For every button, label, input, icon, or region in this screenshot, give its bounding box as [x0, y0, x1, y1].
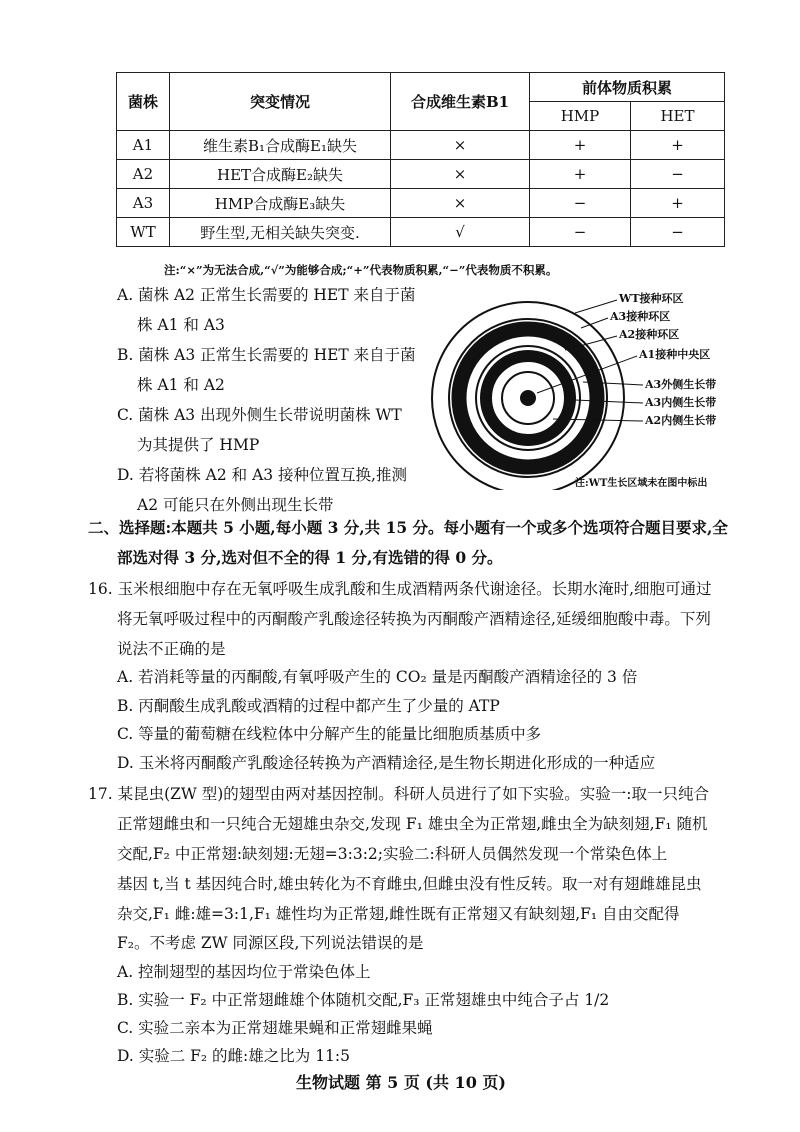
- q15-option-a-cont: 株 A1 和 A3: [137, 316, 225, 334]
- q15-option-d: D. 若将菌株 A2 和 A3 接种位置互换,推测: [117, 466, 407, 484]
- q15-option-c-cont: 为其提供了 HMP: [137, 436, 260, 454]
- mutation-table: [116, 72, 725, 247]
- q17-stem-4: 基因 t,当 t 基因纯合时,雄虫转化为不育雌虫,但雌虫没有性反转。取一对有翅雌雄昆虫: [117, 875, 702, 893]
- leader-line: [581, 318, 608, 328]
- section2-line1: 二、选择题:本题共 5 小题,每小题 3 分,共 15 分。每小题有一个或多个选项符合题目要求,全: [88, 518, 728, 537]
- q16-stem-3: 说法不正确的是: [117, 640, 226, 658]
- q16-option-b: B. 丙酮酸生成乳酸或酒精的过程中都产生了少量的 ATP: [117, 697, 500, 715]
- q15-option-b-cont: 株 A1 和 A2: [137, 376, 225, 394]
- q15-option-b: B. 菌株 A3 正常生长需要的 HET 来自于菌: [117, 346, 416, 364]
- table-row: [117, 189, 725, 218]
- table-row: [117, 160, 725, 189]
- leader-line: [575, 400, 643, 403]
- cell-mutation: HET合成酶E₂缺失: [170, 160, 391, 189]
- q17-option-d: D. 实验二 F₂ 的雌:雄之比为 11:5: [117, 1047, 351, 1065]
- q15-options: [117, 280, 437, 520]
- cell-het: −: [631, 160, 725, 189]
- header-hmp: HMP: [530, 102, 631, 131]
- header-precursor: 前体物质积累: [530, 73, 725, 102]
- header-mutation: 突变情况: [170, 73, 391, 131]
- cell-synth: ×: [391, 160, 530, 189]
- label-a3-outer: A3外侧生长带: [645, 378, 717, 391]
- q17-stem-6: F₂。不考虑 ZW 同源区段,下列说法错误的是: [117, 934, 424, 952]
- q16-stem-1: 16. 玉米根细胞中存在无氧呼吸生成乳酸和生成酒精两条代谢途径。长期水淹时,细胞可通过: [88, 580, 712, 598]
- label-a1-center: A1接种中央区: [639, 348, 711, 361]
- label-a2-inner: A2内侧生长带: [645, 414, 717, 427]
- table-row: [117, 131, 725, 160]
- cell-hmp: −: [530, 218, 631, 247]
- q17-stem-3: 交配,F₂ 中正常翅:缺刻翅:无翅=3:3:2;实验二:科研人员偶然发现一个常染色体上: [117, 845, 668, 863]
- section2-line2: 部选对得 3 分,选对但不全的得 1 分,有选错的得 0 分。: [117, 548, 503, 567]
- cell-hmp: −: [530, 189, 631, 218]
- cell-strain: A1: [117, 131, 170, 160]
- page-footer: 生物试题 第 5 页 (共 10 页): [296, 1073, 506, 1092]
- header-het: HET: [631, 102, 725, 131]
- q15-option-a: A. 菌株 A2 正常生长需要的 HET 来自于菌: [117, 286, 416, 304]
- cell-mutation: 维生素B₁合成酶E₁缺失: [170, 131, 391, 160]
- label-a3-inner: A3内侧生长带: [645, 396, 717, 409]
- label-a3-ring: A3接种环区: [610, 310, 671, 323]
- q16-stem-2: 将无氧呼吸过程中的丙酮酸产乳酸途径转换为丙酮酸产酒精途径,延缓细胞酸中毒。下列: [117, 610, 711, 628]
- cell-het: +: [631, 131, 725, 160]
- header-strain: 菌株: [117, 73, 170, 131]
- q17-stem-5: 杂交,F₁ 雌:雄=3:1,F₁ 雄性均为正常翅,雌性既有正常翅又有缺刻翅,F₁ 自由交配得: [117, 905, 680, 923]
- cell-strain: A2: [117, 160, 170, 189]
- cell-synth: ×: [391, 131, 530, 160]
- q17-stem-1: 17. 某昆虫(ZW 型)的翅型由两对基因控制。科研人员进行了如下实验。实验一:取一只纯合: [88, 785, 710, 803]
- q16-option-d: D. 玉米将丙酮酸产乳酸途径转换为产酒精途径,是生物长期进化形成的一种适应: [117, 754, 656, 772]
- q17-option-a: A. 控制翅型的基因均位于常染色体上: [117, 963, 371, 981]
- cell-mutation: HMP合成酶E₃缺失: [170, 189, 391, 218]
- cell-strain: A3: [117, 189, 170, 218]
- label-wt-ring: WT接种环区: [619, 292, 684, 305]
- q16-option-a: A. 若消耗等量的丙酮酸,有氧呼吸产生的 CO₂ 量是丙酮酸产酒精途径的 3 倍: [117, 668, 638, 686]
- a1-center: [520, 390, 536, 406]
- culture-plate-figure: [425, 280, 735, 490]
- q15-option-d-cont: A2 可能只在外侧出现生长带: [137, 496, 334, 514]
- q15-option-c: C. 菌株 A3 出现外侧生长带说明菌株 WT: [117, 406, 402, 424]
- table-note: 注:“×”为无法合成,“√”为能够合成;“+”代表物质积累,“−”代表物质不积累。: [164, 263, 558, 277]
- cell-mutation: 野生型,无相关缺失突变.: [170, 218, 391, 247]
- cell-synth: √: [391, 218, 530, 247]
- cell-hmp: +: [530, 131, 631, 160]
- q16-option-c: C. 等量的葡萄糖在线粒体中分解产生的能量比细胞质基质中多: [117, 725, 542, 743]
- q17-option-c: C. 实验二亲本为正常翅雄果蝇和正常翅雌果蝇: [117, 1019, 433, 1037]
- cell-hmp: +: [530, 160, 631, 189]
- label-a2-ring: A2接种环区: [619, 328, 680, 341]
- cell-strain: WT: [117, 218, 170, 247]
- cell-het: +: [631, 189, 725, 218]
- table-row: [117, 218, 725, 247]
- cell-het: −: [631, 218, 725, 247]
- header-synth: 合成维生素B1: [391, 73, 530, 131]
- cell-synth: ×: [391, 189, 530, 218]
- q17-option-b: B. 实验一 F₂ 中正常翅雌雄个体随机交配,F₃ 正常翅雄虫中纯合子占 1/2: [117, 991, 610, 1009]
- q17-stem-2: 正常翅雌虫和一只纯合无翅雄虫杂交,发现 F₁ 雄虫全为正常翅,雌虫全为缺刻翅,F₁ 随机: [117, 815, 708, 833]
- figure-note: 注:WT生长区域未在图中标出: [575, 478, 708, 489]
